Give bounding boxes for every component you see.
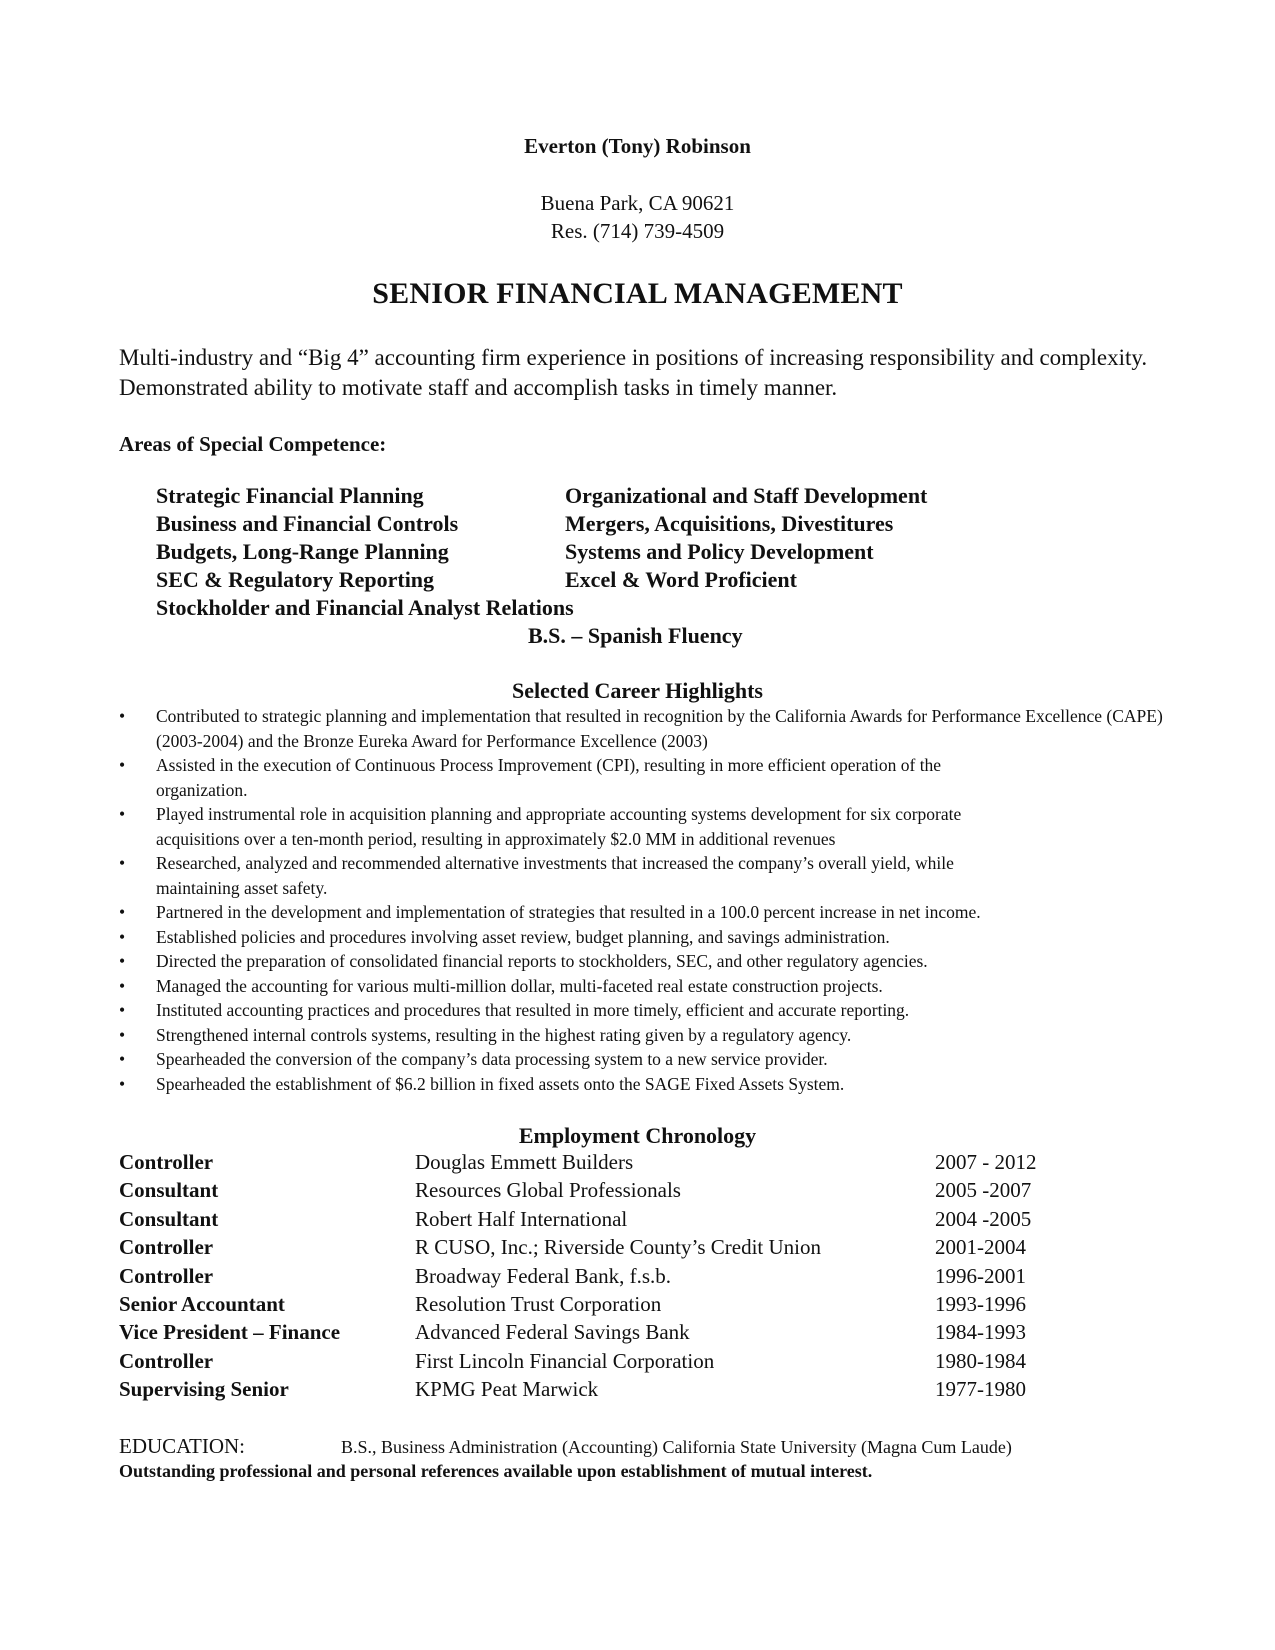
bullet-icon: • [119,706,126,726]
employment-row [119,1264,1079,1292]
competence-item: Business and Financial Controls [156,511,459,536]
candidate-phone: Res. (714) 739-4509 [550,219,725,243]
highlight-item: • Played instrumental role in acquisition planning and appropriate accounting systems development for six corporate acquisitions over a ten-month period, resulting in approximately $2.0 MM in additional revenues [119,804,962,849]
job-title: Consultant [119,1178,219,1203]
job-title: Supervising Senior [119,1377,289,1402]
bullet-icon: • [119,755,126,775]
resume-headline: SENIOR FINANCIAL MANAGEMENT [372,277,903,310]
bullet-icon: • [119,1000,126,1020]
bullet-icon: • [119,975,126,996]
highlight-item: • Researched, analyzed and recommended alternative investments that increased the company’s overall yield, while maintaining asset safety. [119,853,954,898]
competence-language: B.S. – Spanish Fluency [528,623,743,648]
bullet-icon: • [119,1049,126,1069]
employment-row [119,1178,1079,1206]
employer: Broadway Federal Bank, f.s.b. [415,1263,672,1288]
competence-list-left [156,482,458,594]
employer: KPMG Peat Marwick [415,1377,599,1402]
highlights-list [119,704,1199,1096]
employment-row [119,1377,1079,1405]
bullet-icon: • [119,804,126,824]
highlight-item: • Contributed to strategic planning and implementation that resulted in recognition by the California Awards for Performance Excellence (CAPE) (2003-2004) and the Bronze Eureka Award for Performance Excellence (2003) [119,706,1163,751]
competence-item: SEC & Regulatory Reporting [156,567,435,592]
highlight-item: • Directed the preparation of consolidated financial reports to stockholders, SEC, and other regulatory agencies. [119,949,1199,974]
employment-row [119,1150,1079,1178]
employer: Resolution Trust Corporation [415,1291,662,1316]
bullet-icon: • [119,926,126,947]
bullet-icon: • [119,951,126,971]
competence-item: Excel & Word Proficient [565,567,797,592]
competence-item: Systems and Policy Development [565,539,874,564]
highlight-item: • Partnered in the development and implementation of strategies that resulted in a 100.0 percent increase in net income. [119,900,1199,925]
professional-summary: Multi-industry and “Big 4” accounting firm experience in positions of increasing responsibility and complexity. Demonstrated ability to motivate staff and accomplish tasks in timely manner. [119,345,1148,400]
education-detail: B.S., Business Administration (Accounting) California State University (Magna Cum Laude) [341,1437,1012,1457]
bullet-icon: • [119,1024,126,1045]
employment-heading: Employment Chronology [518,1123,757,1148]
highlight-item: • Instituted accounting practices and procedures that resulted in more timely, efficient and accurate reporting. [119,998,1199,1023]
employment-years: 2005 -2007 [935,1178,1032,1203]
job-title: Controller [119,1235,214,1260]
employment-years: 1980-1984 [935,1348,1026,1373]
employment-row [119,1235,1079,1263]
competence-item: Organizational and Staff Development [565,483,928,508]
employment-row [119,1349,1079,1377]
bullet-icon: • [119,1073,126,1094]
competence-item: Strategic Financial Planning [156,483,424,508]
employment-years: 1996-2001 [935,1263,1026,1288]
job-title: Consultant [119,1206,219,1231]
employer: First Lincoln Financial Corporation [415,1348,715,1373]
highlight-item: • Assisted in the execution of Continuous Process Improvement (CPI), resulting in more efficient operation of the organization. [119,755,942,800]
job-title: Controller [119,1150,214,1174]
competence-item-full: Stockholder and Financial Analyst Relations [156,595,574,620]
education-label: EDUCATION: [119,1434,245,1458]
employer: Douglas Emmett Builders [415,1150,634,1174]
job-title: Controller [119,1348,214,1373]
employment-table [119,1150,1079,1406]
candidate-address: Buena Park, CA 90621 [540,191,735,215]
employment-years: 1984-1993 [935,1320,1026,1345]
education-section [119,1434,1012,1459]
employer: Resources Global Professionals [415,1178,681,1203]
employer: Advanced Federal Savings Bank [415,1320,690,1345]
competence-item: Budgets, Long-Range Planning [156,539,449,564]
candidate-name: Everton (Tony) Robinson [524,134,751,158]
highlights-heading: Selected Career Highlights [512,678,763,703]
competence-item: Mergers, Acquisitions, Divestitures [565,511,894,536]
employment-row [119,1320,1079,1348]
highlight-item: • Spearheaded the conversion of the company’s data processing system to a new service provider. [119,1047,1199,1072]
highlight-item: • Established policies and procedures involving asset review, budget planning, and savings administration. [119,925,1199,950]
employment-row [119,1292,1079,1320]
bullet-icon: • [119,902,126,922]
job-title: Controller [119,1263,214,1288]
employment-row [119,1207,1079,1235]
employment-years: 1993-1996 [935,1291,1026,1316]
highlight-item: • Spearheaded the establishment of $6.2 billion in fixed assets onto the SAGE Fixed Assets System. [119,1072,1199,1097]
competence-list-right [565,482,927,594]
bullet-icon: • [119,853,126,873]
highlight-item: • Managed the accounting for various multi-million dollar, multi-faceted real estate construction projects. [119,974,1199,999]
job-title: Vice President – Finance [119,1320,341,1345]
employment-years: 2007 - 2012 [935,1150,1037,1174]
employment-years: 1977-1980 [935,1377,1026,1402]
job-title: Senior Accountant [119,1291,285,1316]
competence-heading: Areas of Special Competence: [119,432,387,456]
employer: Robert Half International [415,1206,628,1231]
highlight-item: • Strengthened internal controls systems, resulting in the highest rating given by a regulatory agency. [119,1023,1199,1048]
references-note: Outstanding professional and personal references available upon establishment of mutual interest. [119,1461,873,1481]
employment-years: 2001-2004 [935,1235,1026,1260]
employment-years: 2004 -2005 [935,1206,1032,1231]
employer: R CUSO, Inc.; Riverside County’s Credit Union [415,1235,821,1260]
